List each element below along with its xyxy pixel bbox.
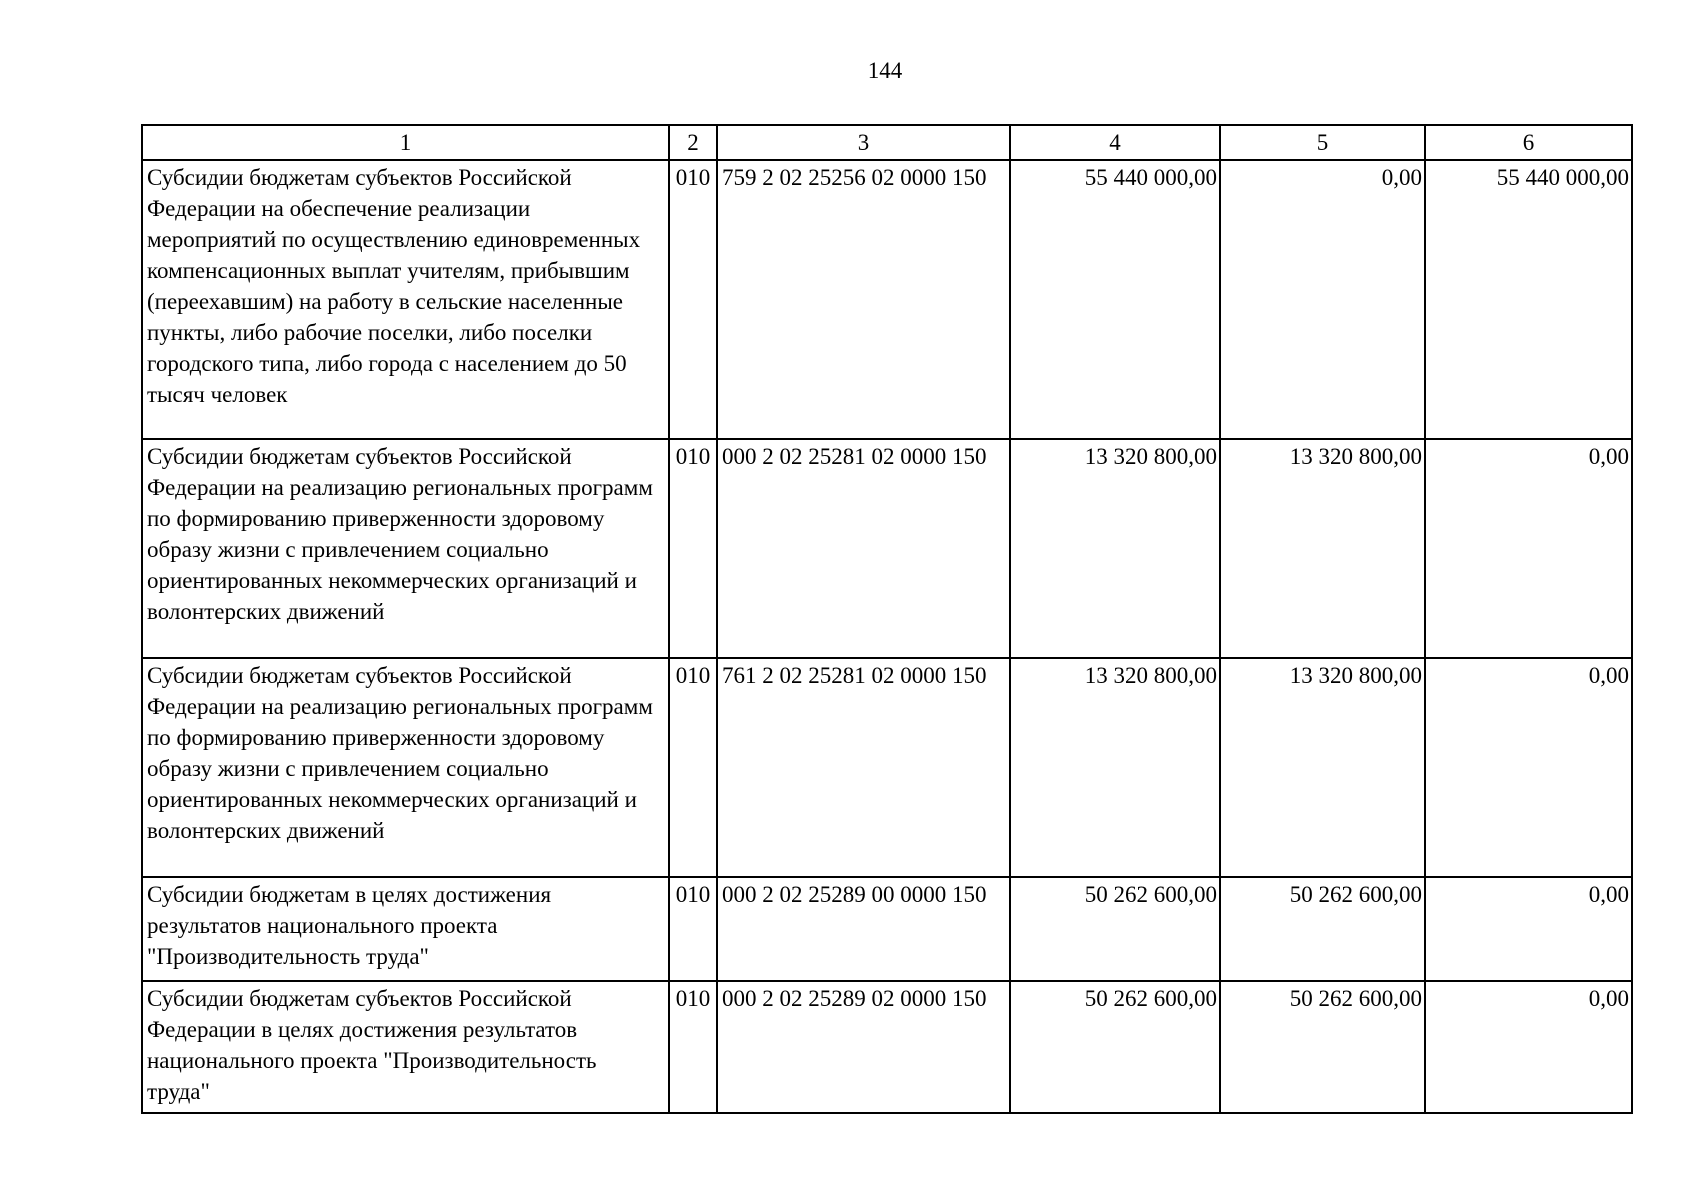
row-amount-total: 13 320 800,00 [1010, 439, 1220, 658]
column-header-6: 6 [1425, 125, 1632, 160]
row-amount-6: 0,00 [1425, 981, 1632, 1113]
row-code: 010 [669, 981, 717, 1113]
row-name: Субсидии бюджетам в целях достижения результатов национального проекта "Производительность труда" [142, 877, 669, 981]
column-header-2: 2 [669, 125, 717, 160]
row-kbk: 761 2 02 25281 02 0000 150 [717, 658, 1010, 877]
row-amount-5: 50 262 600,00 [1220, 877, 1425, 981]
row-amount-total: 55 440 000,00 [1010, 160, 1220, 439]
row-amount-6: 0,00 [1425, 658, 1632, 877]
table-row [142, 981, 1632, 1113]
row-kbk: 000 2 02 25289 02 0000 150 [717, 981, 1010, 1113]
row-code: 010 [669, 439, 717, 658]
row-name: Субсидии бюджетам субъектов Российской Федерации на обеспечение реализации мероприятий по осуществлению единовременных компенсационных выплат учителям, прибывшим (переехавшим) на работу в сельские населенные пункты, либо рабочие поселки, либо поселки городского типа, либо города с населением до 50 тысяч человек [142, 160, 669, 439]
row-amount-5: 50 262 600,00 [1220, 981, 1425, 1113]
row-amount-6: 55 440 000,00 [1425, 160, 1632, 439]
row-amount-total: 50 262 600,00 [1010, 877, 1220, 981]
row-kbk: 000 2 02 25281 02 0000 150 [717, 439, 1010, 658]
row-name: Субсидии бюджетам субъектов Российской Федерации на реализацию региональных программ по формированию приверженности здоровому образу жизни с привлечением социально ориентированных некоммерческих организаций и волонтерских движений [142, 658, 669, 877]
page-number: 144 [867, 58, 903, 83]
table-row [142, 160, 1632, 439]
row-code: 010 [669, 658, 717, 877]
row-amount-6: 0,00 [1425, 877, 1632, 981]
row-amount-5: 13 320 800,00 [1220, 658, 1425, 877]
row-amount-5: 0,00 [1220, 160, 1425, 439]
row-kbk: 000 2 02 25289 00 0000 150 [717, 877, 1010, 981]
row-kbk: 759 2 02 25256 02 0000 150 [717, 160, 1010, 439]
column-header-4: 4 [1010, 125, 1220, 160]
column-header-5: 5 [1220, 125, 1425, 160]
row-code: 010 [669, 877, 717, 981]
row-name: Субсидии бюджетам субъектов Российской Федерации на реализацию региональных программ по формированию приверженности здоровому образу жизни с привлечением социально ориентированных некоммерческих организаций и волонтерских движений [142, 439, 669, 658]
column-header-1: 1 [142, 125, 669, 160]
row-name: Субсидии бюджетам субъектов Российской Федерации в целях достижения результатов национального проекта "Производительность труда" [142, 981, 669, 1113]
row-amount-5: 13 320 800,00 [1220, 439, 1425, 658]
table-header-row [142, 125, 1632, 160]
row-code: 010 [669, 160, 717, 439]
row-amount-total: 50 262 600,00 [1010, 981, 1220, 1113]
column-header-3: 3 [717, 125, 1010, 160]
row-amount-total: 13 320 800,00 [1010, 658, 1220, 877]
table-row [142, 658, 1632, 877]
table-row [142, 439, 1632, 658]
table-row [142, 877, 1632, 981]
row-amount-6: 0,00 [1425, 439, 1632, 658]
budget-table [141, 124, 1633, 1114]
